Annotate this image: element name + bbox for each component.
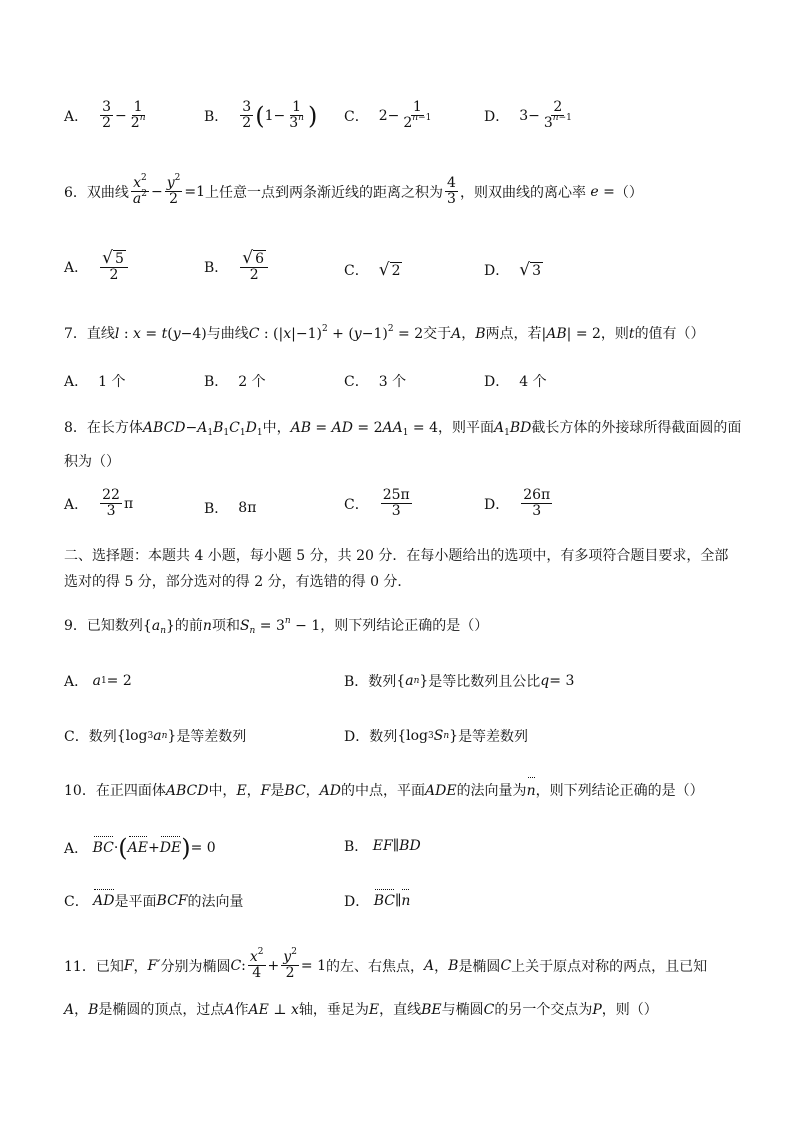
q10-stem: 10．在正四面体ABCD中，E，F是BC，AD的中点，平面ADE的法向量为n，则下列结论正确的是（） xyxy=(64,783,704,799)
q7-option-a[interactable]: A． 1 个 xyxy=(64,374,126,390)
q10-option-a[interactable]: A． BC · ( AE + DE ) = 0 xyxy=(64,834,216,862)
q8-option-a[interactable]: A． $\frac{22}{3}$ π xyxy=(64,487,134,520)
q7-option-b[interactable]: B． 2 个 xyxy=(204,374,266,390)
q5-option-a[interactable]: A． $\frac{3}{2}$ − $\frac{1}{2^n}$ xyxy=(64,99,146,132)
q9-option-a[interactable]: A． a 1 = 2 xyxy=(64,673,132,690)
q6-option-b[interactable]: B． √ 6 2 xyxy=(204,250,270,284)
q6-option-d[interactable]: D． √ 3 xyxy=(484,259,541,280)
q8-stem-line2: 积为（） xyxy=(64,454,120,470)
q11-stem-line2: A，B是椭圆的顶点，过点A作AE ⊥ x轴，垂足为E，直线BE与椭圆C的另一个交点为P，则（） xyxy=(64,1002,658,1018)
q6-option-c[interactable]: C． √ 2 xyxy=(344,259,401,280)
q9-option-c[interactable]: C．数列 {log 3 a n } 是等差数列 xyxy=(64,728,247,745)
section-2-header: 二、选择题：本题共 4 小题，每小题 5 分，共 20 分．在每小题给出的选项中，有多项符合题目要求，全部选对的得 5 分，部分选对的得 2 分，有选错的得 0 分． xyxy=(64,548,729,590)
q7-stem: 7．直线l : x = t(y−4)与曲线C : $(|x|-1)^2 + (y-1)^2 = 2$交于A，B两点，若|AB| = 2，则t的值有（） xyxy=(64,324,705,342)
q8-option-c[interactable]: C． $\frac{25\pi}{3}$ xyxy=(344,487,410,520)
q5-option-d[interactable]: D． 3− $\frac{2}{3^{n-1}}$ xyxy=(484,99,572,132)
q11-stem-line1: 11． 已知 F ， F′ 分别为椭圆 C : $\frac{x^2}{4}$ + $\frac{y^2}{2}$ = 1 的左、右焦点， A ， B 是椭圆 C 上关于原点对称的两点，且已知 xyxy=(64,947,708,982)
q9-option-d[interactable]: D．数列 {log 3 S n } 是等差数列 xyxy=(344,728,529,745)
q6-stem: 6． 双曲线 $\frac{x^2}{a^2}$ − $\frac{y^2}{2}$ =1 上任意一点到两条渐近线的距离之积为 $\frac{4}{3}$ ，则双曲线的离心率 e = （） xyxy=(64,173,643,208)
q5-option-c[interactable]: C． 2− $\frac{1}{2^{n-1}}$ xyxy=(344,99,432,132)
q7-option-d[interactable]: D． 4 个 xyxy=(484,374,547,390)
q5-option-b[interactable]: B． $\frac{3}{2}$ ( 1− $\frac{1}{3^n}$ ) xyxy=(204,99,318,132)
q8-stem-line1: 8．在长方体$ABCD-A_1B_1C_1D_1$中，AB = AD = $2AA_1 = 4$，则平面$A_1BD$截长方体的外接球所得截面圆的面 xyxy=(64,420,742,438)
q8-option-d[interactable]: D． $\frac{26\pi}{3}$ xyxy=(484,487,551,520)
q9-option-b[interactable]: B．数列 { a n } 是等比数列且公比 q = 3 xyxy=(344,673,575,690)
q7-option-c[interactable]: C． 3 个 xyxy=(344,374,407,390)
q10-option-b[interactable]: B． EF ∥ BD xyxy=(344,838,421,855)
q10-option-d[interactable]: D． BC ∥ n xyxy=(344,893,411,910)
q8-option-b[interactable]: B． 8π xyxy=(204,500,257,517)
q10-option-c[interactable]: C． AD 是平面 BCF 的法向量 xyxy=(64,893,244,910)
q6-option-a[interactable]: A． √ 5 2 xyxy=(64,250,130,284)
q9-stem: 9．已知数列$\{a_n\}$的前n项和$S_n = 3^n - 1$，则下列结论正确的是（） xyxy=(64,616,489,636)
